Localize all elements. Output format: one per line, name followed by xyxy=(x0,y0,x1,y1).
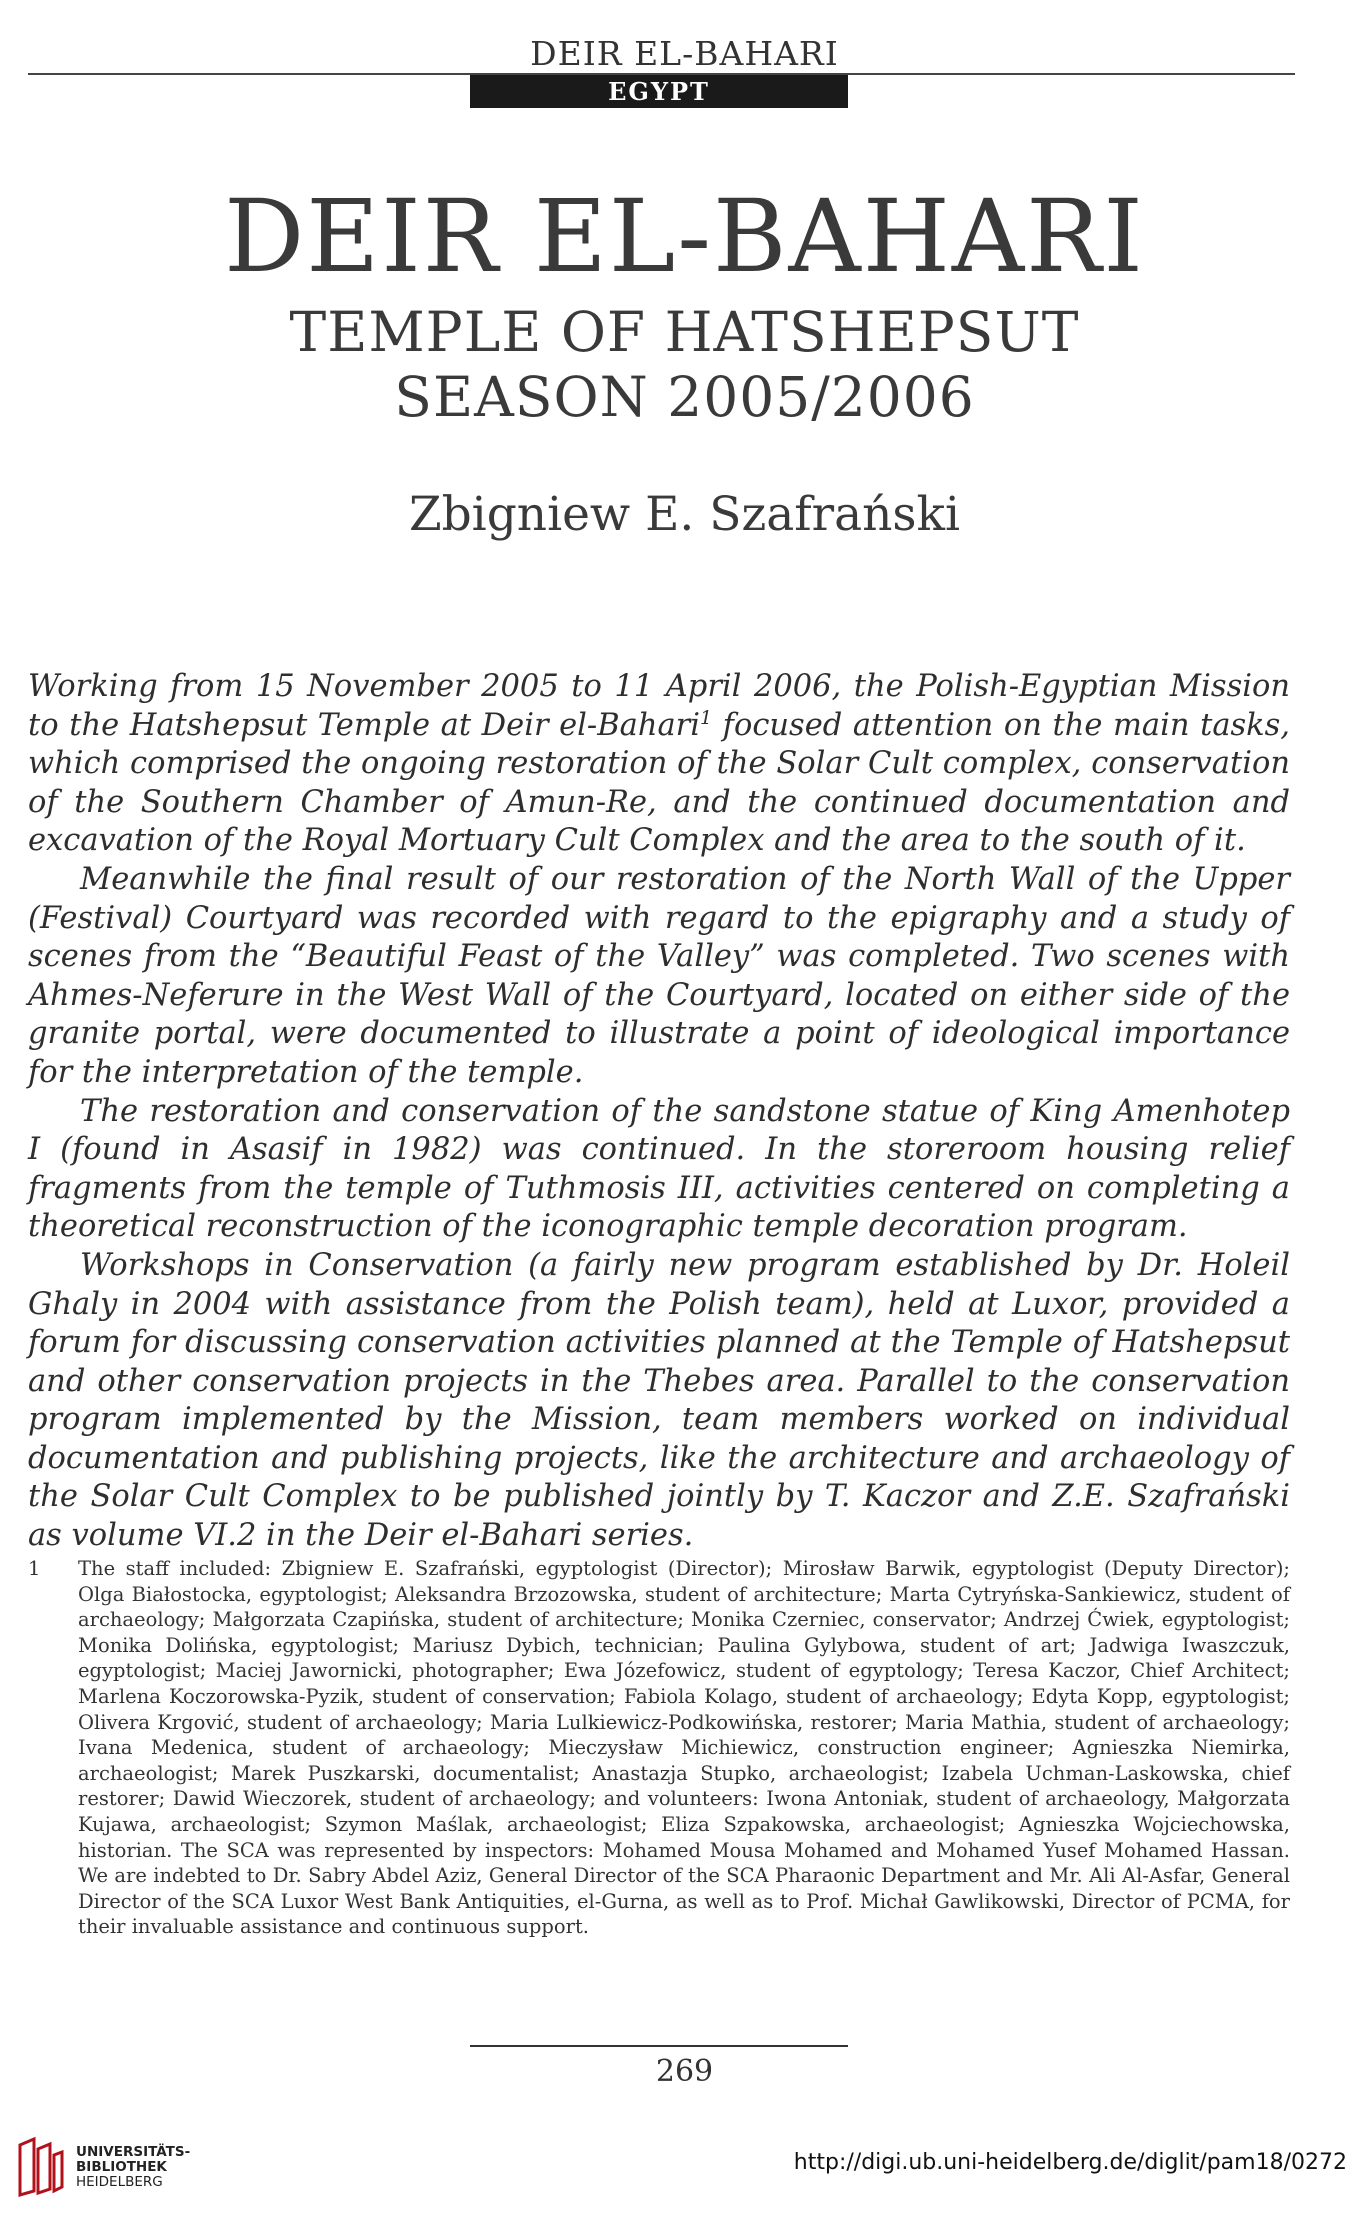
paragraph-1-text-b: focused attention on the main tasks, which comprised the ongoing restoration of the Solar Cult complex, conservation of the Southern Chamber of Amun-Re, and the continued documentation and excavation of the Royal Mortuary Cult Complex and the area to the south of it. xyxy=(28,707,1290,859)
logo-line-3: HEIDELBERG xyxy=(76,2173,163,2190)
article-title: DEIR EL-BAHARI xyxy=(224,178,1145,295)
logo-line-1: UNIVERSITÄTS- xyxy=(76,2143,191,2160)
logo-line-2: BIBLIOTHEK xyxy=(76,2158,167,2175)
article-body xyxy=(28,668,1290,1556)
library-logo[interactable] xyxy=(14,2135,190,2199)
page-number-rule xyxy=(470,2045,848,2047)
article-subtitle-line2: SEASON 2005/2006 xyxy=(394,365,975,429)
page-number: 269 xyxy=(655,2054,714,2089)
paragraph-1 xyxy=(28,668,1290,861)
paragraph-3: The restoration and conservation of the sandstone statue of King Amenhotep I (found in Asasif in 1982) was continued. In the storeroom housing relief fragments from the temple of Tuthmosis III, activities centered on completing a theoretical reconstruction of the iconographic temple decoration program. xyxy=(28,1093,1290,1245)
running-title: DEIR EL-BAHARI xyxy=(530,34,839,73)
country-label: EGYPT xyxy=(470,75,848,108)
paragraph-2: Meanwhile the final result of our restoration of the North Wall of the Upper (Festival) Courtyard was recorded with regard to the epigraphy and a study of scenes from the “Beautiful Feast of the Valley” was completed. Two scenes with Ahmes-Neferure in the West Wall of the Courtyard, located on either side of the granite portal, were documented to illustrate a point of ideological importance for the interpretation of the temple. xyxy=(28,861,1290,1090)
footnote xyxy=(28,1556,1290,1940)
source-url-link[interactable]: http://digi.ub.uni-heidelberg.de/diglit/pam18/0272 xyxy=(793,2150,1347,2175)
library-logo-icon xyxy=(14,2135,66,2199)
article-author: Zbigniew E. Szafrański xyxy=(408,487,961,542)
paragraph-4: Workshops in Conservation (a fairly new program established by Dr. Holeil Ghaly in 2004 with assistance from the Polish team), held at Luxor, provided a forum for discussing conservation activities planned at the Temple of Hatshepsut and other conservation projects in the Thebes area. Parallel to the conservation program implemented by the Mission, team members worked on individual documentation and publishing projects, like the architecture and archaeology of the Solar Cult Complex to be published jointly by T. Kaczor and Z.E. Szafrański as volume VI.2 in the Deir el-Bahari series. xyxy=(28,1247,1290,1554)
library-logo-text xyxy=(76,2145,190,2190)
footnote-text: The staff included: Zbigniew E. Szafrański, egyptologist (Director); Mirosław Barwik, egyptologist (Deputy Director); Olga Białostocka, egyptologist; Aleksandra Brzozowska, student of architecture; Marta Cytryńska-Sankiewicz, student of archaeology; Małgorzata Czapińska, student of architecture; Monika Czerniec, conservator; Andrzej Ćwiek, egyptologist; Monika Dolińska, egyptologist; Mariusz Dybich, technician; Paulina Gylybowa, student of art; Jadwiga Iwaszczuk, egyptologist; Maciej Jawornicki, photographer; Ewa Józefowicz, student of egyptology; Teresa Kaczor, Chief Architect; Marlena Koczorowska-Pyzik, student of conservation; Fabiola Kolago, student of archaeology; Edyta Kopp, egyptologist; Olivera Krgović, student of archaeology; Maria Lulkiewicz-Podkowińska, restorer; Maria Mathia, student of archaeology; Ivana Medenica, student of archaeology; Mieczysław Michiewicz, construction engineer; Agnieszka Niemirka, archaeologist; Marek Puszkarski, documentalist; Anastazja Stupko, archaeologist; Izabela Uchman-Laskowska, chief restorer; Dawid Wieczorek, student of archaeology; and volunteers: Iwona Antoniak, student of archaeology, Małgorzata Kujawa, archaeologist; Szymon Maślak, archaeologist; Eliza Szpakowska, archaeologist; Agnieszka Wojciechowska, historian. The SCA was represented by inspectors: Mohamed Mousa Mohamed and Mohamed Yusef Mohamed Hassan. We are indebted to Dr. Sabry Abdel Aziz, General Director of the SCA Pharaonic Department and Mr. Ali Al-Asfar, General Director of the SCA Luxor West Bank Antiquities, el-Gurna, as well as to Prof. Michał Gawlikowski, Director of PCMA, for their invaluable assistance and continuous support. xyxy=(78,1557,1290,1939)
footnote-number: 1 xyxy=(28,1557,41,1580)
article-subtitle-line1: TEMPLE OF HATSHEPSUT xyxy=(289,300,1080,364)
footnote-reference[interactable]: 1 xyxy=(699,706,713,729)
paragraph-1-text-a: Working from 15 November 2005 to 11 April 2006, the Polish-Egyptian Mission to the Hatshepsut Temple at Deir el-Bahari xyxy=(28,669,1290,743)
